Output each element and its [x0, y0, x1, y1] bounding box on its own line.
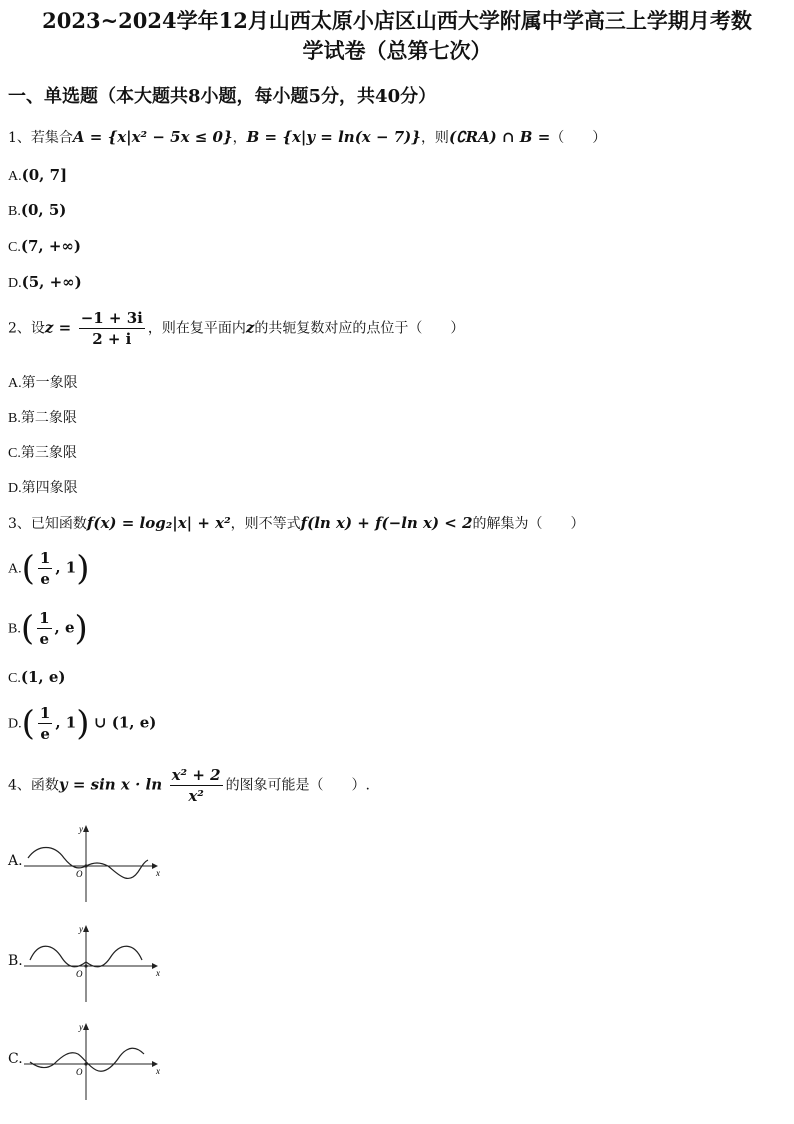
- q2-option-b: B.第二象限: [8, 410, 77, 426]
- question-2: 2、设z = $\frac{-1 + 3i}{2 + i}$ ，则在复平面内z的共轭复数对应的点位于（ ）: [8, 309, 465, 348]
- q4-option-a-label: A.: [8, 853, 23, 869]
- q4-graph-b: [24, 922, 164, 1004]
- curve-c: [30, 1048, 144, 1071]
- q1-option-c: C.(7, +∞): [8, 237, 81, 255]
- q2-prefix: 2、设: [8, 320, 45, 337]
- svg-text:x: x: [156, 1066, 160, 1076]
- q1-expression: (∁RA) ∩ B =: [448, 128, 551, 146]
- q2-lhs: z =: [44, 318, 72, 337]
- q1-prefix: 1、若集合: [8, 130, 73, 146]
- section-heading: 一、单选题（本大题共8小题，每小题5分，共40分）: [8, 86, 437, 107]
- y-label: y: [79, 824, 83, 834]
- question-4: 4、函数y = sin x · ln $\frac{\text{x² + 2}}{\text{x²}}$ 的图象可能是（ ）.: [8, 766, 371, 805]
- q2-option-d: D.第四象限: [8, 480, 78, 496]
- question-1: [8, 127, 606, 147]
- q1-blank: （ ）: [550, 130, 607, 146]
- y-axis-arrow: [83, 825, 89, 832]
- q4-graph-c: [24, 1020, 164, 1102]
- q2-fraction: $\frac{-1 + 3i}{2 + i}$: [80, 309, 143, 348]
- q4-option-c-label: C.: [8, 1051, 23, 1067]
- exam-title-line2: 学试卷（总第七次）: [302, 38, 492, 63]
- q3-option-c: C.(1, e): [8, 668, 66, 686]
- svg-text:y: y: [79, 924, 83, 934]
- q4-lhs: y = sin x · ln: [58, 775, 163, 794]
- x-label: x: [156, 868, 160, 878]
- q1-option-b: B.(0, 5): [8, 201, 67, 219]
- q3-option-d: D.( $\frac{1}{e}$ , 1) ∪ (1, e): [8, 703, 157, 744]
- q1-option-d: D.(5, +∞): [8, 273, 82, 291]
- svg-text:y: y: [79, 1022, 83, 1032]
- q3-function: f(x) = log₂|x| + x²: [86, 514, 231, 532]
- origin-label: O: [76, 869, 83, 879]
- svg-text:O: O: [76, 1067, 83, 1077]
- q3-option-b: B.( $\frac{1}{e}$ , e): [8, 608, 88, 649]
- question-3: 3、已知函数f(x) = log₂|x| + x²，则不等式f(ln x) + f(−ln x) < 2的解集为（ ）: [8, 514, 585, 532]
- q3-inequality: f(ln x) + f(−ln x) < 2: [300, 514, 473, 532]
- exam-title-line1: 2023~2024学年12月山西太原小店区山西大学附属中学高三上学期月考数: [42, 8, 752, 33]
- curve-a: [28, 848, 148, 879]
- q1-sep: ，: [232, 130, 247, 146]
- q4-option-b-label: B.: [8, 953, 23, 969]
- q4-fraction: $\frac{\text{x² + 2}}{\text{x²}}$: [171, 766, 221, 805]
- q1-then: ，则: [420, 130, 449, 146]
- q4-graph-a: [24, 822, 164, 904]
- q2-option-c: C.第三象限: [8, 445, 77, 461]
- q1-set-b: B = {x|y = ln(x − 7)}: [246, 128, 421, 146]
- q2-option-a: A.第一象限: [8, 375, 78, 391]
- svg-text:x: x: [156, 968, 160, 978]
- q1-option-a: A.(0, 7]: [8, 166, 68, 184]
- svg-text:O: O: [76, 969, 83, 979]
- q1-set-a: A = {x|x² − 5x ≤ 0}: [72, 128, 233, 146]
- q3-option-a: A.( $\frac{1}{e}$ , 1): [8, 548, 90, 589]
